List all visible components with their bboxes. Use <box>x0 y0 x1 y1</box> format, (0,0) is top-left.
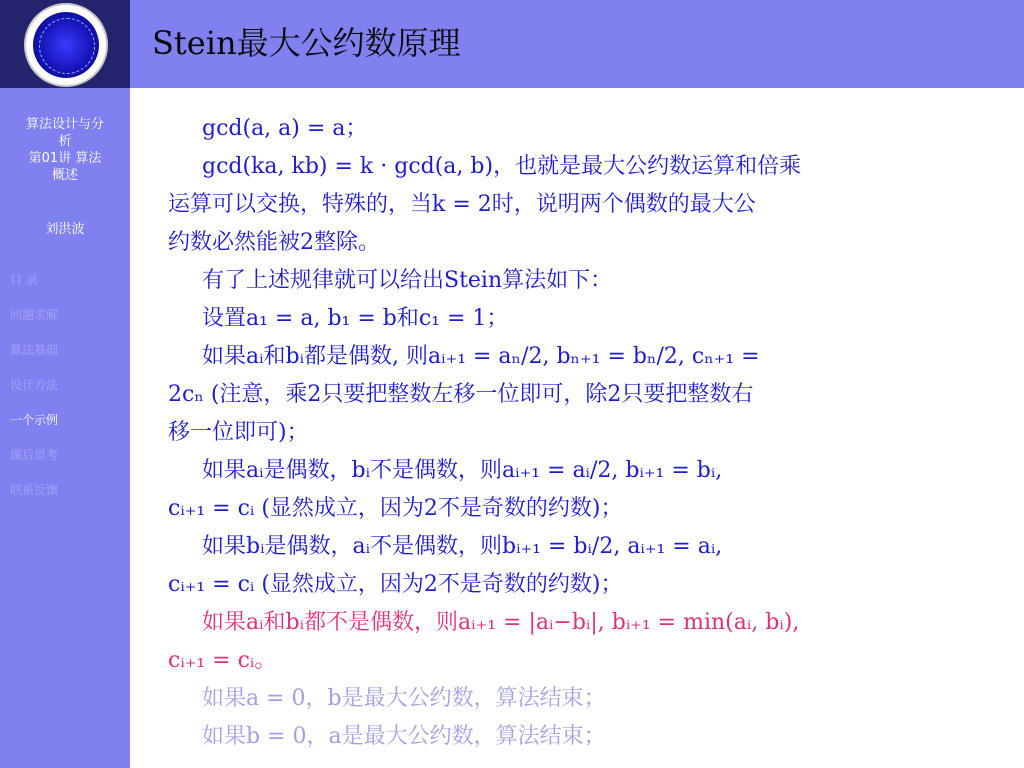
course-title-line: 第01讲 算法 <box>28 151 102 166</box>
body-line: 移一位即可)； <box>168 420 309 445</box>
nav-item-contents[interactable]: 目 录 <box>10 273 38 287</box>
section-nav <box>10 270 128 515</box>
nav-item-algorithm-basics[interactable]: 算法基础 <box>10 343 59 357</box>
body-line: gcd(a, a) = a； <box>202 116 368 141</box>
body-line: 如果bᵢ是偶数，aᵢ不是偶数，则bᵢ₊₁ = bᵢ/2, aᵢ₊₁ = aᵢ, <box>202 534 723 559</box>
faded-line: 如果b = 0，a是最大公约数，算法结束； <box>202 724 606 749</box>
university-logo <box>24 3 108 87</box>
nav-item-exercises[interactable]: 课后思考 <box>10 448 59 462</box>
body-line: cᵢ₊₁ = cᵢ (显然成立，因为2不是奇数的约数)； <box>168 572 623 597</box>
body-line: 设置a₁ = a, b₁ = b和c₁ = 1； <box>202 306 509 331</box>
nav-item-feedback[interactable]: 联系反馈 <box>10 483 59 497</box>
course-title-line: 算法设计与分 <box>25 117 104 132</box>
author-name: 刘洪波 <box>45 222 85 237</box>
body-line: 运算可以交换，特殊的，当k = 2时，说明两个偶数的最大公 <box>168 192 756 217</box>
body-line: gcd(ka, kb) = k · gcd(a, b)，也就是最大公约数运算和倍乘 <box>202 154 802 179</box>
body-line: 有了上述规律就可以给出Stein算法如下： <box>202 268 613 293</box>
nav-item-problem-solving[interactable]: 问题求解 <box>10 308 59 322</box>
logo-panel <box>0 0 130 88</box>
sidebar <box>0 88 130 768</box>
body-line: 如果aᵢ和bᵢ都是偶数, 则aᵢ₊₁ = aₙ/2, bₙ₊₁ = bₙ/2, cₙ₊₁ = <box>202 344 760 369</box>
highlighted-line: cᵢ₊₁ = cᵢ。 <box>168 648 277 673</box>
body-line: 2cₙ (注意，乘2只要把整数左移一位即可，除2只要把整数右 <box>168 382 754 407</box>
course-title <box>6 116 124 184</box>
body-line: 如果aᵢ是偶数，bᵢ不是偶数，则aᵢ₊₁ = aᵢ/2, bᵢ₊₁ = bᵢ, <box>202 458 723 483</box>
slide-body <box>168 110 1002 756</box>
highlighted-line: 如果aᵢ和bᵢ都不是偶数，则aᵢ₊₁ = |aᵢ−bᵢ|, bᵢ₊₁ = min(aᵢ, bᵢ), <box>202 610 800 635</box>
nav-item-design-methods[interactable]: 设计方法 <box>10 378 59 392</box>
slide-title: Stein最大公约数原理 <box>152 24 461 62</box>
course-title-line: 概述 <box>51 168 78 183</box>
logo-emblem-icon <box>33 12 99 78</box>
nav-item-example[interactable]: 一个示例 <box>10 413 59 427</box>
body-line: 约数必然能被2整除。 <box>168 230 380 255</box>
course-title-line: 析 <box>58 134 72 149</box>
header-band <box>130 0 1024 88</box>
faded-line: 如果a = 0，b是最大公约数，算法结束； <box>202 686 606 711</box>
body-line: cᵢ₊₁ = cᵢ (显然成立，因为2不是奇数的约数)； <box>168 496 623 521</box>
